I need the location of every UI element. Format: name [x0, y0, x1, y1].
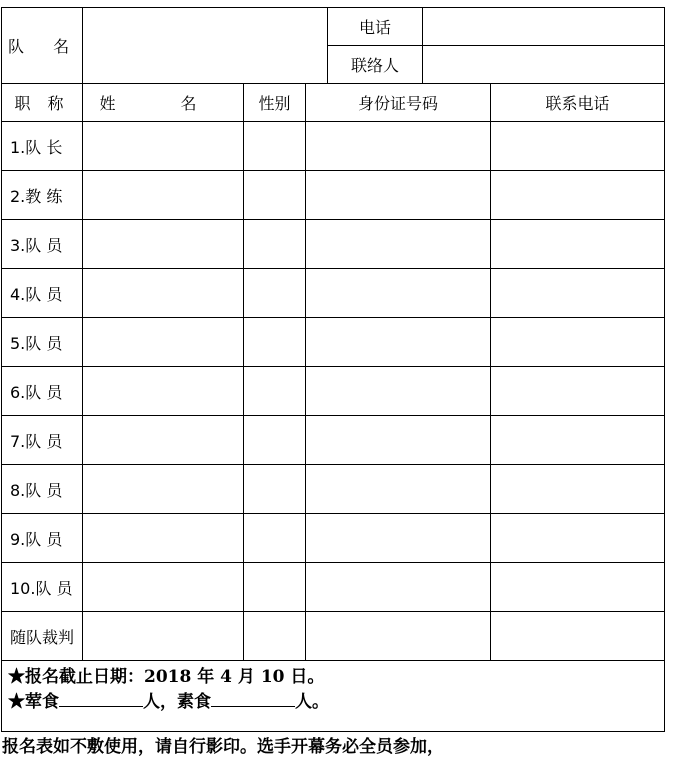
row-role-label: 4.队 员 [2, 269, 83, 318]
gender-cell[interactable] [244, 416, 306, 465]
row-role-label: 7.队 员 [2, 416, 83, 465]
id-number-cell[interactable] [306, 416, 491, 465]
id-number-cell[interactable] [306, 220, 491, 269]
id-number-cell[interactable] [306, 563, 491, 612]
table-row [2, 269, 665, 318]
id-number-cell[interactable] [306, 612, 491, 661]
gender-cell[interactable] [244, 171, 306, 220]
notes-cell [2, 661, 665, 732]
name-cell[interactable] [83, 514, 244, 563]
gender-cell[interactable] [244, 465, 306, 514]
gender-cell[interactable] [244, 514, 306, 563]
contact-phone-cell[interactable] [491, 318, 665, 367]
phone-label: 电话 [328, 8, 423, 46]
column-header-row [2, 84, 665, 122]
id-number-cell[interactable] [306, 171, 491, 220]
veg-meal-label: 人，素食 [143, 692, 211, 712]
gender-cell[interactable] [244, 612, 306, 661]
name-cell[interactable] [83, 269, 244, 318]
gender-cell[interactable] [244, 318, 306, 367]
name-cell[interactable] [83, 416, 244, 465]
gender-cell[interactable] [244, 563, 306, 612]
contact-person-field[interactable] [423, 46, 665, 84]
contact-phone-cell[interactable] [491, 122, 665, 171]
meat-count-blank[interactable] [59, 690, 143, 707]
column-header-role: 职 称 [2, 84, 83, 122]
id-number-cell[interactable] [306, 514, 491, 563]
table-row [2, 318, 665, 367]
name-cell[interactable] [83, 367, 244, 416]
id-number-cell[interactable] [306, 269, 491, 318]
phone-field[interactable] [423, 8, 665, 46]
contact-phone-cell[interactable] [491, 514, 665, 563]
name-cell[interactable] [83, 318, 244, 367]
row-role-label: 1.队 长 [2, 122, 83, 171]
meat-meal-label: ★荤食 [8, 692, 59, 712]
table-row [2, 416, 665, 465]
name-cell[interactable] [83, 122, 244, 171]
contact-phone-cell[interactable] [491, 465, 665, 514]
contact-phone-cell[interactable] [491, 171, 665, 220]
row-role-label: 3.队 员 [2, 220, 83, 269]
contact-phone-cell[interactable] [491, 612, 665, 661]
name-cell[interactable] [83, 465, 244, 514]
registration-form-table [1, 7, 665, 732]
id-number-cell[interactable] [306, 465, 491, 514]
veg-meal-suffix: 人。 [295, 692, 329, 712]
row-role-label: 随队裁判 [2, 612, 83, 661]
contact-phone-cell[interactable] [491, 367, 665, 416]
gender-cell[interactable] [244, 367, 306, 416]
footer-note: 报名表如不敷使用，请自行影印。选手开幕务必全员参加， [2, 737, 444, 757]
row-role-label: 6.队 员 [2, 367, 83, 416]
id-number-cell[interactable] [306, 367, 491, 416]
table-row [2, 220, 665, 269]
gender-cell[interactable] [244, 122, 306, 171]
contact-phone-cell[interactable] [491, 563, 665, 612]
table-row [2, 465, 665, 514]
name-cell[interactable] [83, 220, 244, 269]
team-name-label: 队 名 [2, 8, 83, 84]
table-row [2, 514, 665, 563]
id-number-cell[interactable] [306, 318, 491, 367]
table-row [2, 563, 665, 612]
contact-phone-cell[interactable] [491, 269, 665, 318]
row-role-label: 8.队 员 [2, 465, 83, 514]
deadline-note: ★报名截止日期：2018 年 4 月 10 日。 [8, 667, 325, 687]
name-cell[interactable] [83, 171, 244, 220]
table-row [2, 367, 665, 416]
row-role-label: 10.队 员 [2, 563, 83, 612]
gender-cell[interactable] [244, 220, 306, 269]
id-number-cell[interactable] [306, 122, 491, 171]
table-row [2, 612, 665, 661]
row-role-label: 2.教 练 [2, 171, 83, 220]
row-role-label: 5.队 员 [2, 318, 83, 367]
column-header-contact-phone: 联系电话 [491, 84, 665, 122]
contact-person-label: 联络人 [328, 46, 423, 84]
contact-phone-cell[interactable] [491, 220, 665, 269]
row-role-label: 9.队 员 [2, 514, 83, 563]
table-row [2, 122, 665, 171]
column-header-name: 姓 名 [83, 84, 244, 122]
name-cell[interactable] [83, 563, 244, 612]
team-name-field[interactable] [83, 8, 328, 84]
column-header-id-number: 身份证号码 [306, 84, 491, 122]
contact-phone-cell[interactable] [491, 416, 665, 465]
meal-count-note [8, 690, 658, 715]
name-cell[interactable] [83, 612, 244, 661]
column-header-gender: 性别 [244, 84, 306, 122]
table-row [2, 171, 665, 220]
gender-cell[interactable] [244, 269, 306, 318]
veg-count-blank[interactable] [211, 690, 295, 707]
